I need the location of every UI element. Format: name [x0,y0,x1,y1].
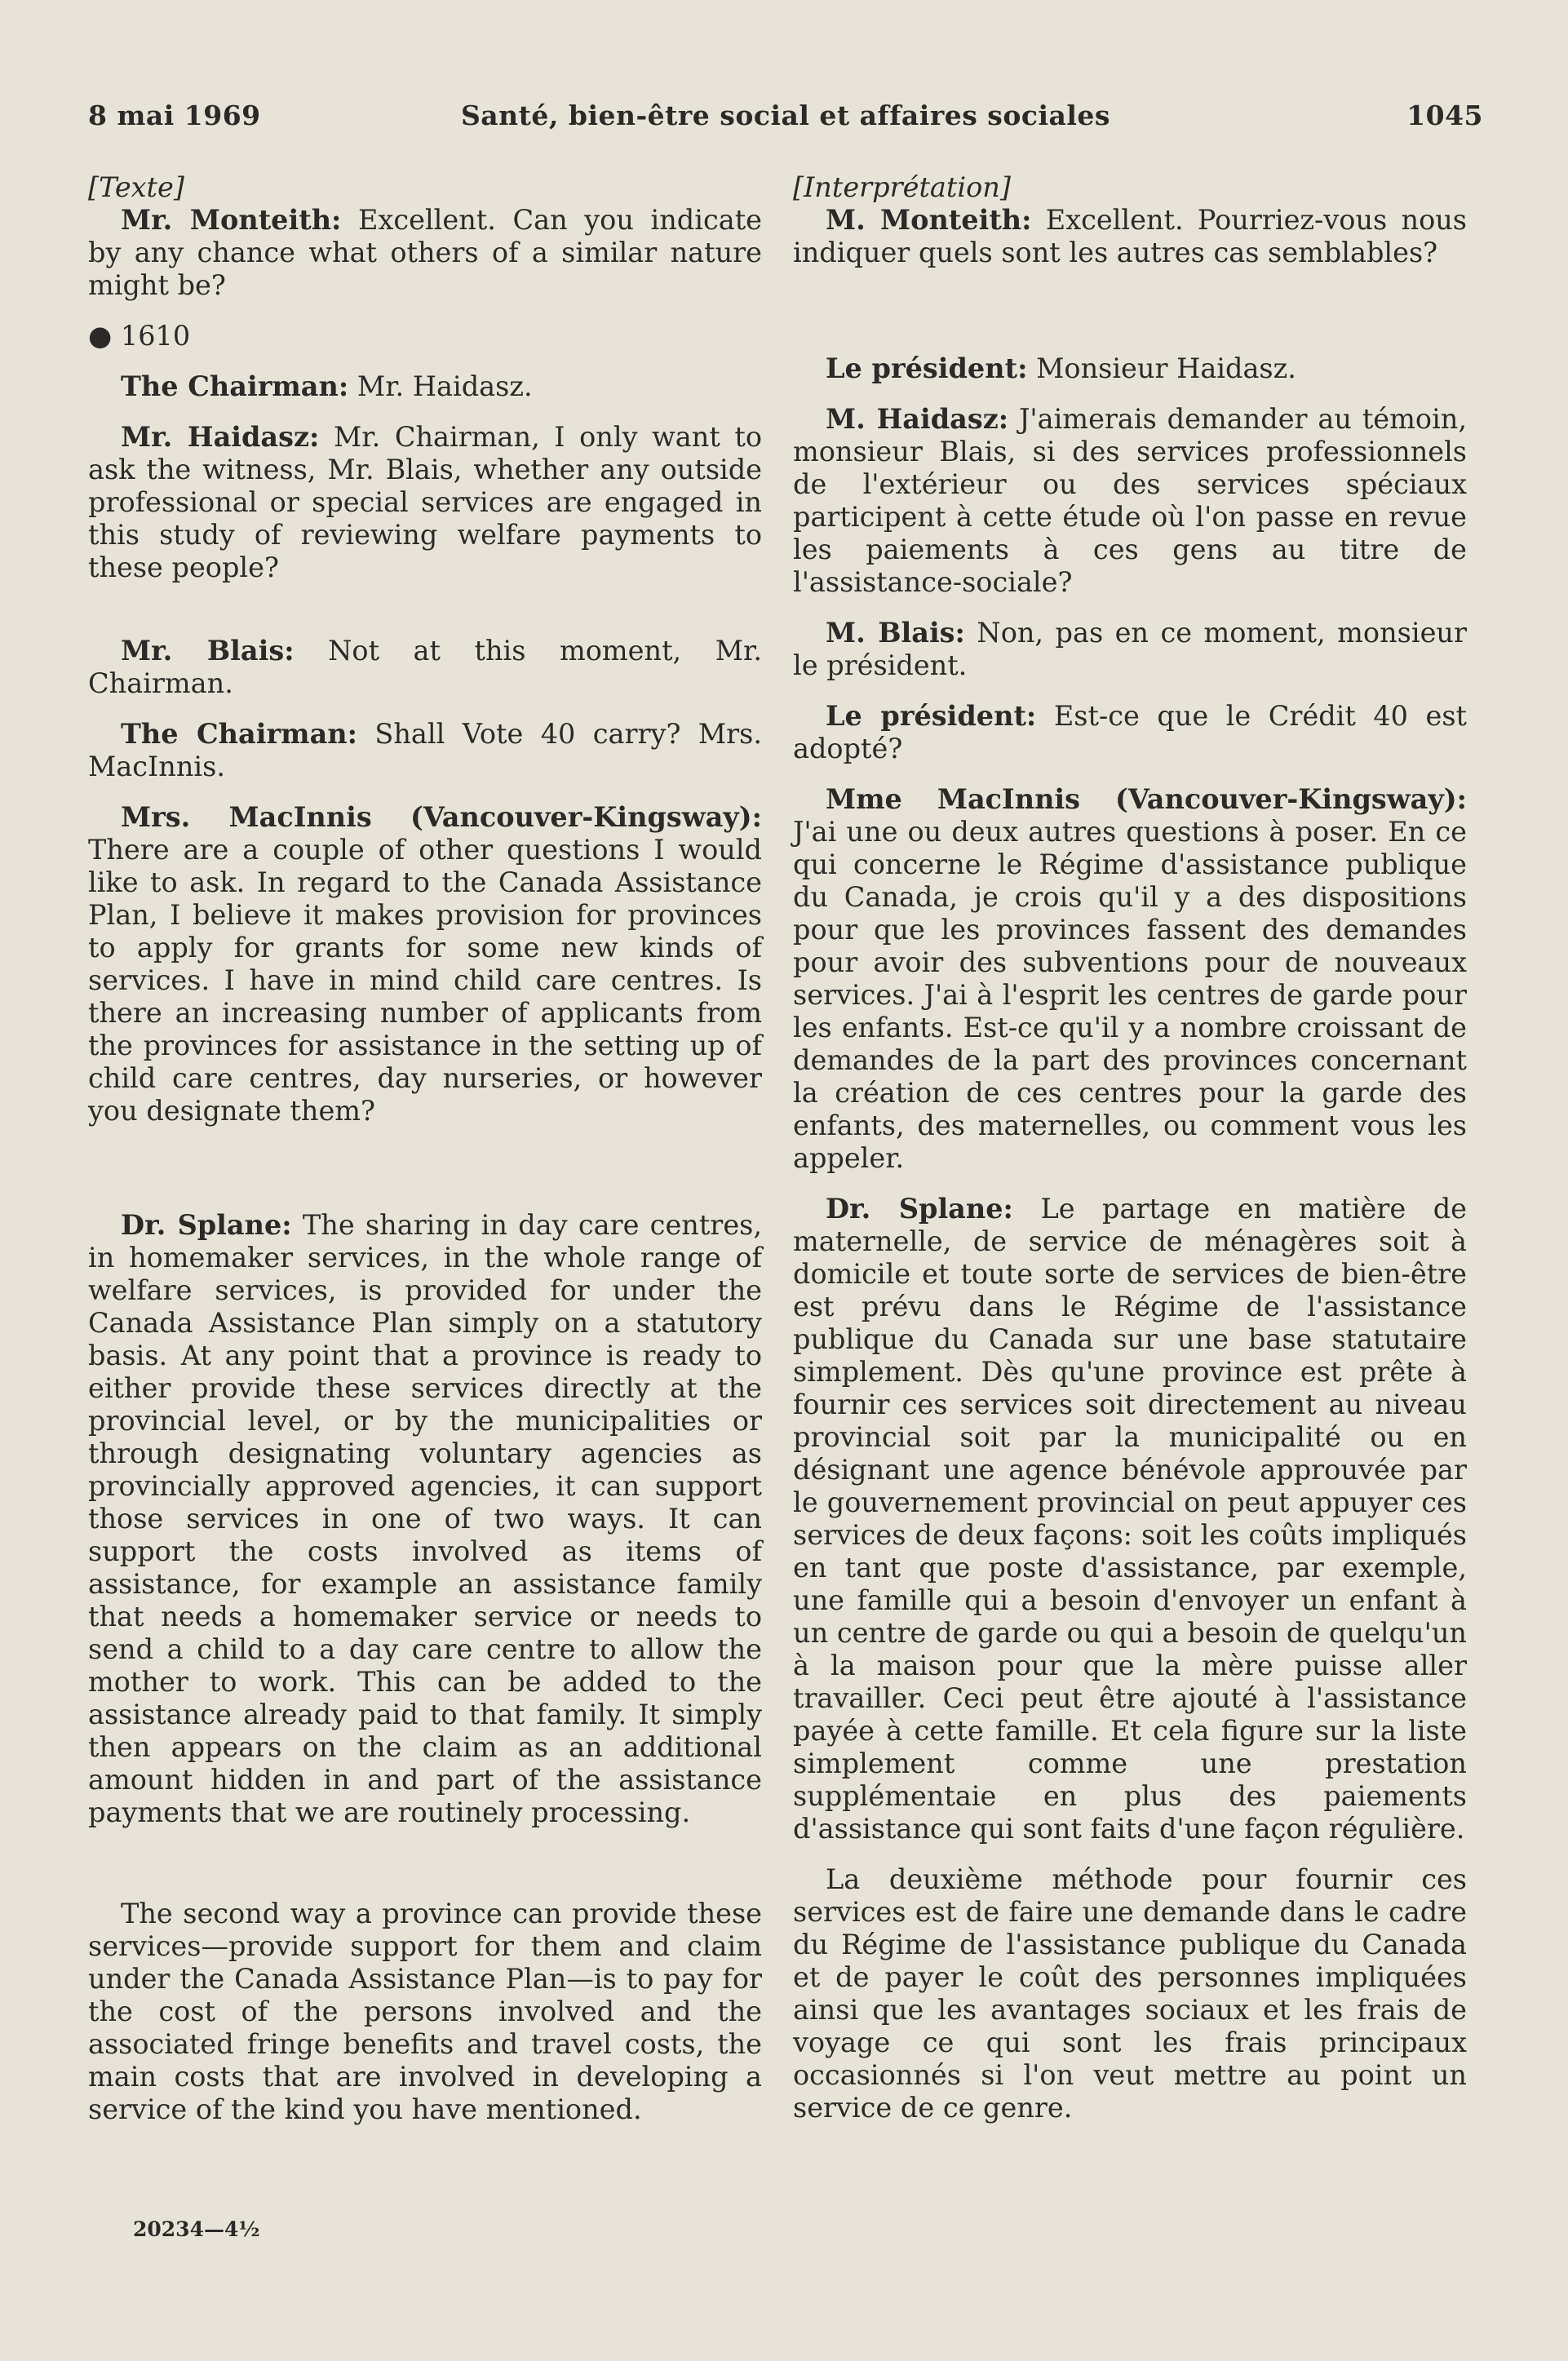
paragraph [88,718,762,783]
speech: Excellent. Can you indicate by any chance what others of a similar nature might be? [88,204,762,301]
time-marker: ● 1610 [88,320,191,352]
paragraph [88,421,762,584]
paragraph [88,1209,762,1829]
french-column [793,171,1467,2124]
speech: Not at this moment, Mr. Chairman. [88,635,762,699]
speech: The second way a province can provide these services—provide support for them and claim under the Canada Assistance Plan—is to pay for the cost of the persons involved and the associated fringe benefits and travel costs, the main costs that are involved in developing a service of the kind you have mentioned. [88,1898,762,2125]
header-title: Santé, bien-être social et affaires sociales [460,100,1111,131]
speech: La deuxième méthode pour fournir ces services est de faire une demande dans le cadre du Régime de l'assistance publique du Canada et de payer le coût des personnes impliquées ainsi que les avantages sociaux et les frais de voyage ce qui sont les frais principaux occasionnés si l'on veut mettre au point un service de ce genre. [793,1863,1467,2124]
speaker: M. Haidasz: [826,403,1009,435]
paragraph [88,1898,762,2126]
header-page-number: 1045 [1406,100,1483,131]
paragraph [793,403,1467,599]
paragraph [88,370,762,403]
header-date: 8 mai 1969 [88,100,261,131]
speech: Non, pas en ce moment, monsieur le président. [793,617,1467,681]
speaker: Dr. Splane: [826,1193,1013,1225]
speaker: Mr. Monteith: [121,204,342,236]
paragraph [88,204,762,302]
speaker: Le président: [826,352,1028,384]
speech: Excellent. Pourriez-vous nous indiquer quels sont les autres cas semblables? [793,204,1467,268]
speaker: Mr. Blais: [121,635,295,667]
column-tag: [Interprétation] [793,171,1011,203]
paragraph [793,700,1467,765]
speech: Est-ce que le Crédit 40 est adopté? [793,700,1467,764]
footer-code: 20234—4½ [133,2217,260,2241]
speech: Mr. Chairman, I only want to ask the witness, Mr. Blais, whether any outside professional or special services are engaged in this study of reviewing welfare payments to these people? [88,421,762,583]
page-header [88,100,1483,139]
speech: Mr. Haidasz. [348,370,533,402]
paragraph [88,801,762,1127]
column-tag: [Texte] [88,171,184,203]
speech: The sharing in day care centres, in homemaker services, in the whole range of welfare services, is provided for under the Canada Assistance Plan simply on a statutory basis. At any point that a province is ready to either provide these services directly at the provincial level, or by the municipalities or through designating voluntary agencies as provincially approved agencies, it can support those services in one of two ways. It can support the costs involved as items of assistance, for example an assistance family that needs a homemaker service or needs to send a child to a day care centre to allow the mother to work. This can be added to the assistance already paid to that family. It simply then appears on the claim as an additional amount hidden in and part of the assistance payments that we are routinely processing. [88,1209,762,1828]
speaker: M. Blais: [826,617,965,649]
speech: Le partage en matière de maternelle, de service de ménagères soit à domicile et toute sorte de services de bien-être est prévu dans le Régime de l'assistance publique du Canada sur une base statutaire simplement. Dès qu'une province est prête à fournir ces services soit directement au niveau provincial soit par la municipalité ou en désignant une agence bénévole approuvée par le gouvernement provincial on peut appuyer ces services de deux façons: soit les coûts impliqués en tant que poste d'assistance, par exemple, une famille qui a besoin d'envoyer un enfant à un centre de garde ou qui a besoin de quelqu'un à la maison pour que la mère puisse aller travailler. Ceci peut être ajouté à l'assistance payée à cette famille. Et cela figure sur la liste simplement comme une prestation supplémentaie en plus des paiements d'assistance qui sont faits d'une façon régulière. [793,1193,1467,1845]
speaker: M. Monteith: [826,204,1032,236]
paragraph [793,1863,1467,2124]
speech: There are a couple of other questions I would like to ask. In regard to the Canada Assistance Plan, I believe it makes provision for provinces to apply for grants for some new kinds of services. I have in mind child care centres. Is there an increasing number of applicants from the provinces for assistance in the setting up of child care centres, day nurseries, or however you designate them? [88,834,762,1127]
speaker: Mr. Haidasz: [121,421,320,453]
speaker: Mme MacInnis (Vancouver-Kingsway): [826,783,1467,815]
speech: J'ai une ou deux autres questions à poser. En ce qui concerne le Régime d'assistance publique du Canada, je crois qu'il y a des dispositions pour que les provinces fassent des demandes pour avoir des subventions pour de nouveaux services. J'ai à l'esprit les centres de garde pour les enfants. Est-ce qu'il y a nombre croissant de demandes de la part des provinces concernant la création de ces centres pour la garde des enfants, des maternelles, ou comment vous les appeler. [793,816,1467,1174]
paragraph [793,617,1467,682]
english-column [88,171,762,2126]
speech: J'aimerais demander au témoin, monsieur Blais, si des services professionnels de l'extérieur ou des services spéciaux participent à cette étude où l'on passe en revue les paiements à ces gens au titre de l'assistance-sociale? [793,403,1468,598]
speech: Shall Vote 40 carry? Mrs. MacInnis. [88,718,762,782]
speaker: The Chairman: [121,718,357,750]
speech: Monsieur Haidasz. [1027,352,1296,384]
speaker: Le président: [826,700,1037,732]
paragraph [793,1193,1467,1845]
paragraph [88,635,762,700]
paragraph [793,352,1467,385]
paragraph [793,783,1467,1175]
speaker: Mrs. MacInnis (Vancouver-Kingsway): [121,801,762,833]
paragraph [793,204,1467,269]
speaker: Dr. Splane: [121,1209,292,1241]
speaker: The Chairman: [121,370,349,402]
